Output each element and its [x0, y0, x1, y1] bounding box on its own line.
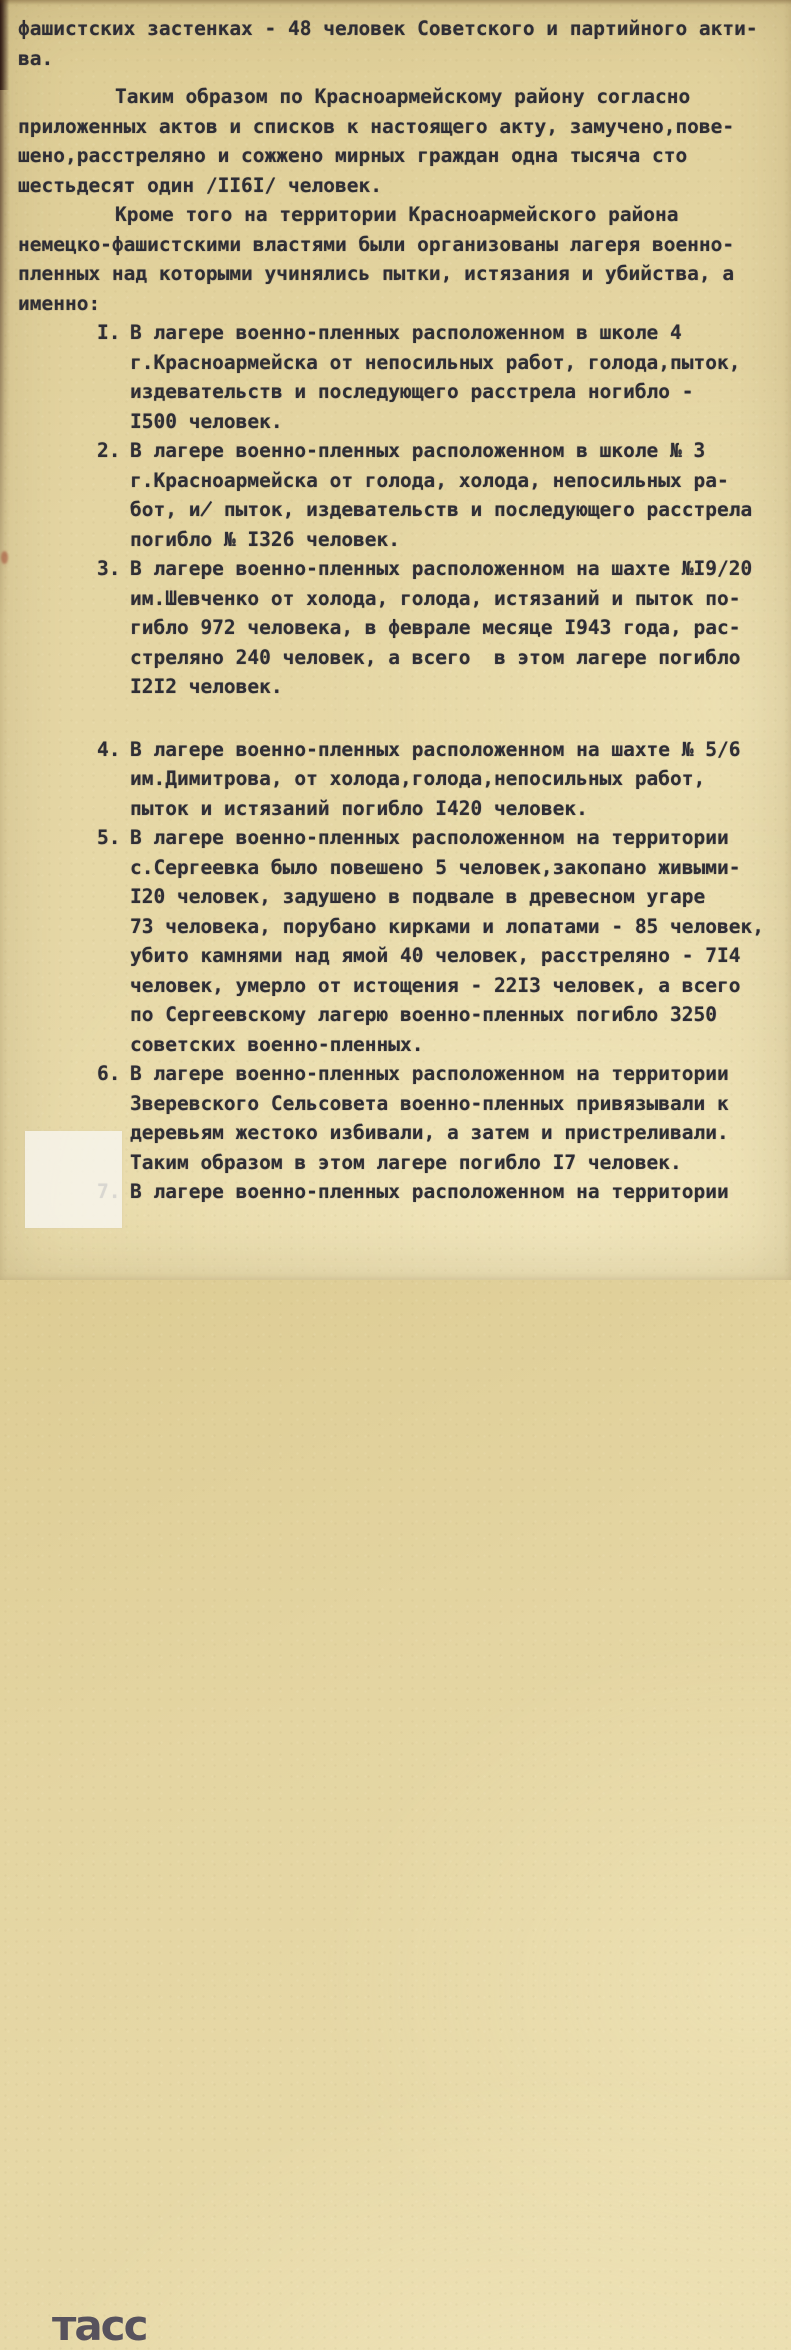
text-line: Кроме того на территории Красноармейского района: [115, 203, 679, 226]
text-line: Зверевского Сельсовета военно-пленных привязывали к: [130, 1091, 729, 1115]
list-item: [18, 1177, 779, 1207]
tass-logo: тасс: [52, 2301, 147, 2350]
item-number: 3.: [97, 557, 121, 580]
item-number: I.: [97, 321, 121, 344]
text-line: советских военно-пленных.: [130, 1032, 424, 1056]
text-line: гибло 972 человека, в феврале месяце I943 года, рас-: [130, 616, 741, 639]
list-item: [18, 554, 779, 702]
text-line: стреляно 240 человек, а всего в этом лагере погибло: [130, 645, 741, 669]
text-line: немецко-фашистскими властями были организованы лагеря военно-: [18, 232, 735, 256]
text-line: деревьям жестоко избивали, а затем и пристреливали.: [130, 1121, 729, 1144]
item-text: [130, 1059, 779, 1177]
text-line: I2I2 человек.: [130, 675, 283, 698]
text-line: Таким образом по Красноармейскому району согласно: [115, 85, 691, 108]
text-line: убито камнями над ямой 40 человек, расстреляно - 7I4: [130, 944, 741, 967]
text-line: шено,расстреляно и сожжено мирных граждан одна тысяча сто: [18, 144, 688, 167]
text-line: В лагере военно-пленных расположенном на территории: [130, 1180, 729, 1203]
text-line: пленных над которыми учинялись пытки, истязания и убийства, а: [18, 262, 735, 285]
list-item: [18, 823, 779, 1059]
tass-watermark: [25, 1131, 147, 2350]
text-line: издевательств и последующего расстрела ногибло -: [130, 380, 694, 403]
text-line: В лагере военно-пленных расположенном на территории: [130, 1062, 729, 1085]
item-text: [130, 823, 779, 1059]
text-line: В лагере военно-пленных расположенном в школе 4: [130, 321, 682, 344]
text-line: им.Димитрова, от холода,голода,непосильных работ,: [130, 767, 706, 790]
item-number: 6.: [97, 1062, 121, 1085]
text-line: I20 человек, задушено в подвале в древесном угаре: [130, 885, 706, 908]
text-line: 73 человека, порубано кирками и лопатами - 85 человек,: [130, 914, 764, 938]
item-text: [130, 318, 779, 436]
text-line: фашистских застенках - 48 человек Советского и партийного акти-: [18, 17, 758, 40]
scan-edge-corner: [0, 0, 9, 90]
item-text: [130, 1177, 779, 1207]
paragraph: [18, 14, 779, 73]
text-line: человек, умерло от истощения - 22I3 человек, а всего: [130, 973, 741, 997]
text-line: г.Красноармейска от голода, холода, непосильных ра-: [130, 468, 729, 492]
scan-edge-top: [0, 0, 791, 5]
text-line: I500 человек.: [130, 409, 283, 433]
text-line: приложенных актов и списков к настоящего акту, замучено,пове-: [18, 114, 735, 138]
item-text: [130, 735, 779, 824]
paragraph: [18, 82, 779, 200]
item-number: 4.: [97, 737, 121, 761]
text-line: им.Шевченко от холода, голода, истязаний и пыток по-: [130, 586, 741, 610]
text-line: бот, и̸ пыток, издевательств и последующего расстрела: [130, 498, 753, 521]
item-text: [130, 436, 779, 554]
text-line: пыток и истязаний погибло I420 человек.: [130, 796, 588, 820]
text-line: с.Сергеевка было повешено 5 человек,закопано живыми-: [130, 855, 741, 879]
list-item: [18, 735, 779, 824]
item-number: 2.: [97, 439, 121, 462]
item-text: [130, 554, 779, 702]
text-line: Таким образом в этом лагере погибло I7 человек.: [130, 1150, 682, 1174]
text-line: по Сергеевскому лагерю военно-пленных погибло 3250: [130, 1003, 717, 1026]
paragraph: [18, 200, 779, 318]
text-line: погибло № I326 человек.: [130, 527, 401, 551]
list-item: [18, 1059, 779, 1177]
text-line: ва.: [18, 46, 54, 70]
scan-edge-left: [0, 0, 10, 620]
text-line: именно:: [18, 291, 101, 315]
text-line: В лагере военно-пленных расположенном в школе № 3: [130, 439, 706, 462]
list-item: [18, 318, 779, 436]
list-item: [18, 436, 779, 554]
text-line: шестьдесят один /II6I/ человек.: [18, 173, 382, 197]
document-body: [18, 14, 779, 1207]
ink-stain: [1, 551, 8, 564]
text-line: В лагере военно-пленных расположенном на шахте № 5/6: [130, 737, 741, 761]
text-line: В лагере военно-пленных расположенном на шахте №I9/20: [130, 557, 753, 580]
item-number: 5.: [97, 826, 121, 849]
text-line: г.Красноармейска от непосильных работ, голода,пыток,: [130, 350, 741, 374]
text-line: В лагере военно-пленных расположенном на территории: [130, 826, 729, 849]
